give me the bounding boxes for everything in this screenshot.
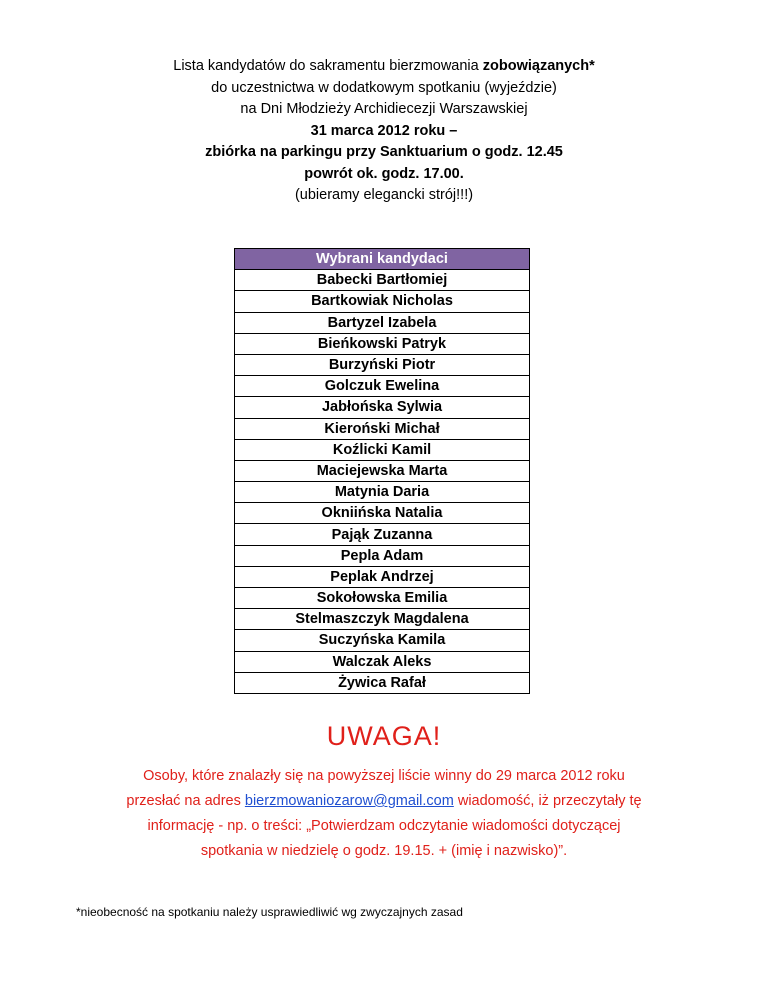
table-row [235, 439, 530, 460]
email-link[interactable]: bierzmowaniozarow@gmail.com [244, 793, 454, 809]
candidate-name: Bieńkowski Patryk [235, 333, 530, 354]
notice-line-2-prefix: przesłać na adres [126, 793, 245, 809]
header-date: 31 marca 2012 roku – [310, 122, 458, 139]
table-row [235, 588, 530, 609]
header-line-2: do uczestnictwa w dodatkowym spotkaniu (wyjeździe) [211, 79, 557, 96]
notice-line-3: informację - np. o treści: „Potwierdzam odczytanie wiadomości dotyczącej [147, 818, 621, 834]
table-header-cell: Wybrani kandydaci [235, 249, 530, 270]
header-line-1 [0, 56, 768, 78]
table-row [235, 503, 530, 524]
header-line-1-text: Lista kandydatów do sakramentu bierzmowania [173, 58, 483, 74]
candidate-name: Matynia Daria [235, 482, 530, 503]
header-dress-code: (ubieramy elegancki strój!!!) [294, 187, 474, 203]
table-row [235, 376, 530, 397]
candidates-table-wrapper [234, 248, 530, 694]
warning-title: UWAGA! [326, 721, 442, 751]
table-row [235, 672, 530, 693]
table-row [235, 418, 530, 439]
document-header [0, 56, 768, 207]
footnote: *nieobecność na spotkaniu należy usprawiedliwić wg zwyczajnych zasad [76, 905, 463, 919]
candidate-name: Stelmaszczyk Magdalena [235, 609, 530, 630]
table-row [235, 312, 530, 333]
table-row [235, 460, 530, 481]
candidate-name: Suczyńska Kamila [235, 630, 530, 651]
table-row [235, 630, 530, 651]
header-line-3: na Dni Młodzieży Archidiecezji Warszawskiej [240, 101, 528, 117]
candidate-name: Walczak Aleks [235, 651, 530, 672]
candidate-name: Jabłońska Sylwia [235, 397, 530, 418]
candidate-name: Bartyzel Izabela [235, 312, 530, 333]
candidate-name: Okniińska Natalia [235, 503, 530, 524]
candidate-name: Peplak Andrzej [235, 566, 530, 587]
table-row [235, 524, 530, 545]
table-row [235, 482, 530, 503]
candidate-name: Sokołowska Emilia [235, 588, 530, 609]
warning-notice [0, 764, 768, 864]
candidate-name: Pepla Adam [235, 545, 530, 566]
table-row [235, 354, 530, 375]
header-meeting-point: zbiórka na parkingu przy Sanktuarium o godz. 12.45 [205, 144, 563, 160]
table-row [235, 291, 530, 312]
table-row [235, 651, 530, 672]
notice-line-2 [0, 789, 768, 814]
candidate-name: Babecki Bartłomiej [235, 270, 530, 291]
notice-line-2-suffix: wiadomość, iż przeczytały tę [453, 793, 642, 809]
header-line-1-bold: zobowiązanych* [482, 58, 595, 74]
candidate-name: Kieroński Michał [235, 418, 530, 439]
table-row [235, 397, 530, 418]
candidate-name: Pająk Zuzanna [235, 524, 530, 545]
candidate-name: Burzyński Piotr [235, 354, 530, 375]
table-row [235, 545, 530, 566]
candidate-name: Żywica Rafał [235, 672, 530, 693]
header-return-time: powrót ok. godz. 17.00. [304, 165, 464, 182]
table-row [235, 333, 530, 354]
table-row [235, 566, 530, 587]
notice-line-4: spotkania w niedzielę o godz. 19.15. + (imię i nazwisko)”. [200, 843, 568, 859]
table-row [235, 270, 530, 291]
candidates-table [234, 248, 530, 694]
candidate-name: Golczuk Ewelina [235, 376, 530, 397]
candidate-name: Koźlicki Kamil [235, 439, 530, 460]
notice-line-1: Osoby, które znalazły się na powyższej liście winny do 29 marca 2012 roku [143, 768, 625, 784]
candidate-name: Maciejewska Marta [235, 460, 530, 481]
candidate-name: Bartkowiak Nicholas [235, 291, 530, 312]
table-row [235, 609, 530, 630]
table-header-row [235, 249, 530, 270]
